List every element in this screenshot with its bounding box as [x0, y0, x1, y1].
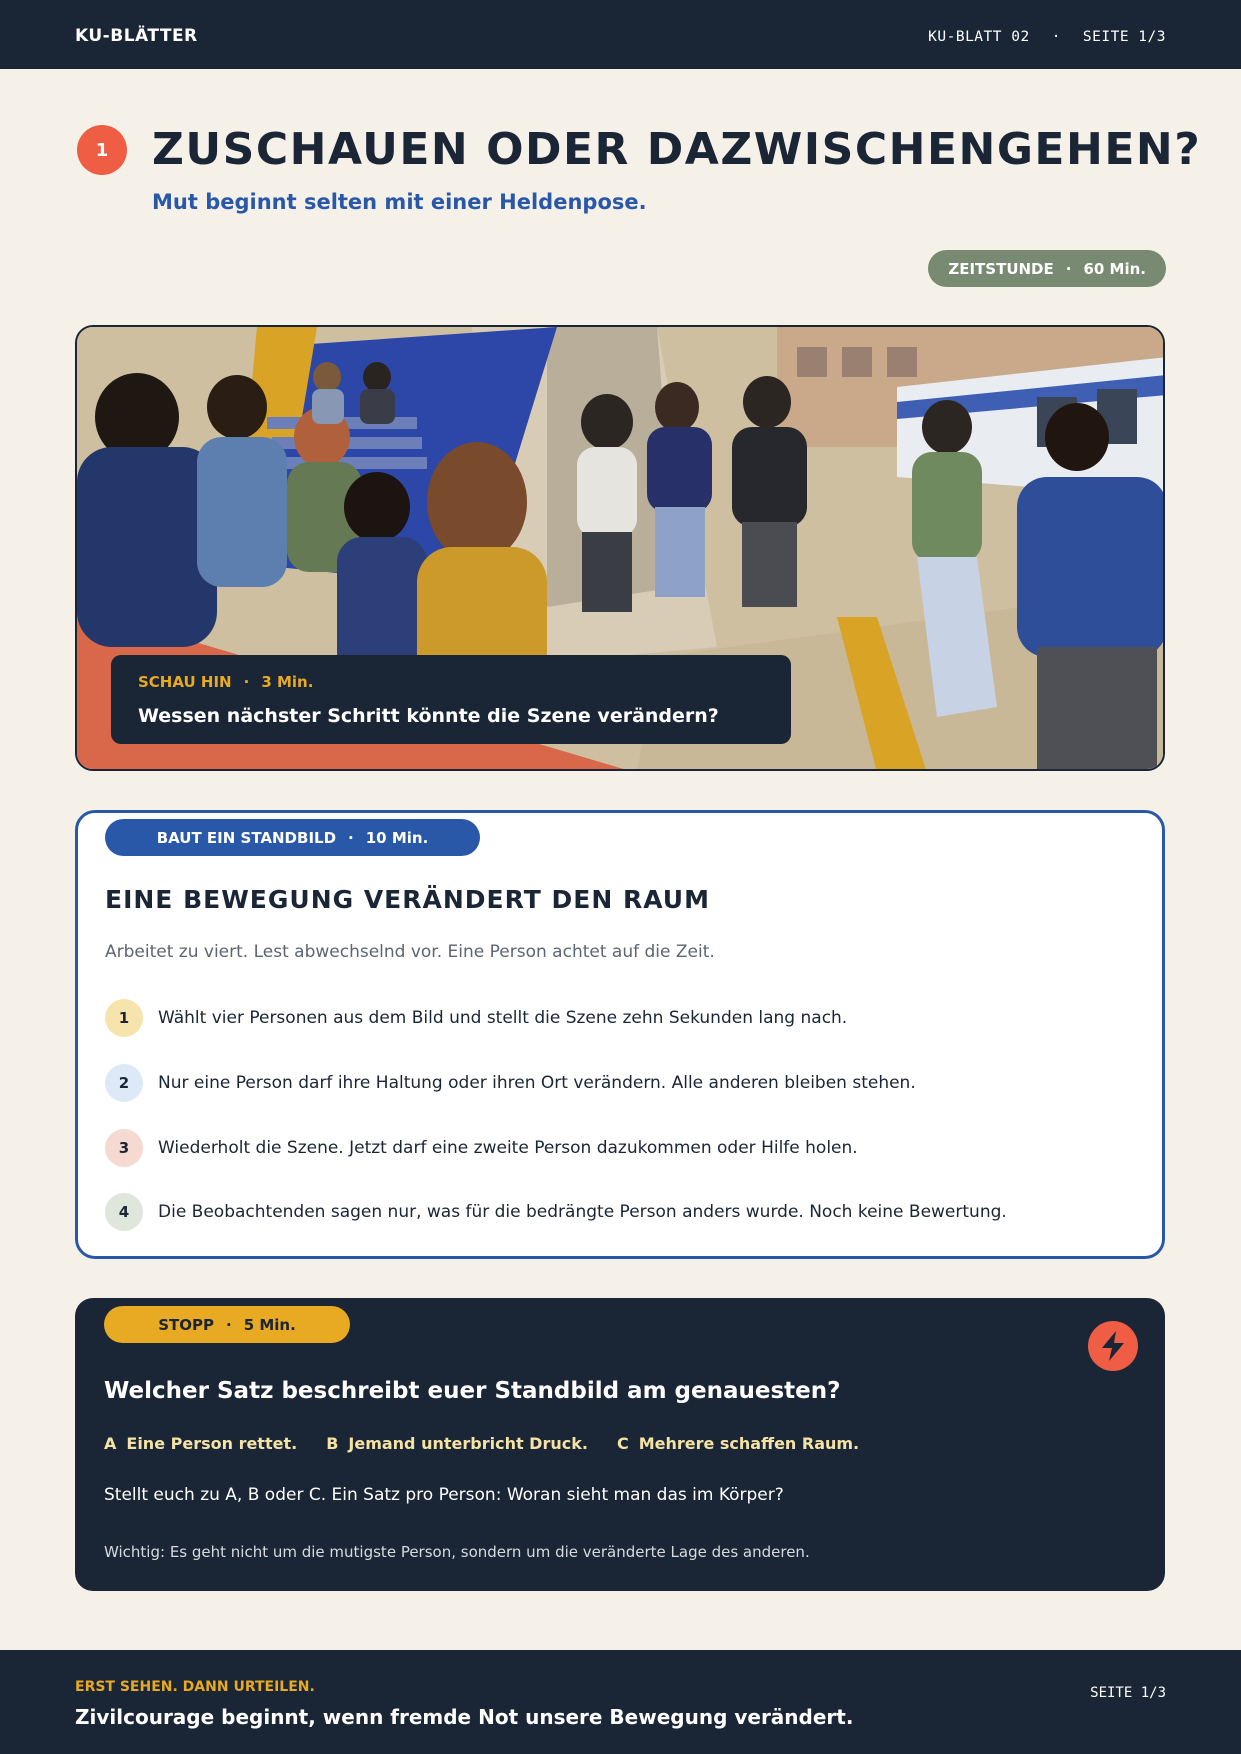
- separator: ·: [1065, 259, 1072, 278]
- sheet-number: KU-BLATT 02: [928, 29, 1030, 45]
- footer-kicker: ERST SEHEN. DANN URTEILEN.: [75, 1679, 315, 1695]
- page-header: [0, 0, 1241, 69]
- step-number-badge: 4: [105, 1193, 143, 1231]
- caption-label: SCHAU HIN · 3 Min.: [138, 673, 314, 691]
- duration-value: 60 Min.: [1083, 259, 1146, 278]
- step-text: Nur eine Person darf ihre Haltung oder ihren Ort verändern. Alle anderen bleiben stehen.: [158, 1073, 916, 1093]
- page-subtitle: Mut beginnt selten mit einer Heldenpose.: [152, 190, 647, 214]
- page-number: SEITE 1/3: [1082, 29, 1166, 45]
- duration-label: ZEITSTUNDE: [948, 259, 1054, 278]
- step-number-badge: 3: [105, 1129, 143, 1167]
- step-number-badge: 2: [105, 1064, 143, 1102]
- hero-caption-box: [111, 655, 791, 744]
- page-title: ZUSCHAUEN ODER DAZWISCHENGEHEN?: [152, 124, 1202, 175]
- hero-illustration: [75, 325, 1165, 771]
- option-b[interactable]: B Jemand unterbricht Druck.: [326, 1434, 588, 1453]
- task-step: [105, 999, 847, 1037]
- footer-statement: Zivilcourage beginnt, wenn fremde Not unsere Bewegung verändert.: [75, 1705, 854, 1729]
- task-step: [105, 1193, 1007, 1231]
- step-text: Wählt vier Personen aus dem Bild und stellt die Szene zehn Sekunden lang nach.: [158, 1008, 848, 1028]
- stop-instruction: Stellt euch zu A, B oder C. Ein Satz pro Person: Woran sieht man das im Körper?: [104, 1485, 784, 1505]
- task-intro: Arbeitet zu viert. Lest abwechselnd vor. Eine Person achtet auf die Zeit.: [105, 942, 715, 962]
- stop-question: Welcher Satz beschreibt euer Standbild am genauesten?: [104, 1378, 841, 1404]
- section-number-badge: 1: [77, 125, 127, 175]
- task-step: [105, 1064, 916, 1102]
- task-card: [75, 810, 1165, 1259]
- footer-page-number: SEITE 1/3: [1090, 1685, 1166, 1701]
- option-c[interactable]: C Mehrere schaffen Raum.: [616, 1434, 860, 1453]
- task-step: [105, 1129, 858, 1167]
- separator: ·: [1051, 29, 1061, 45]
- lesson-duration-badge: [928, 250, 1166, 287]
- stop-note: Wichtig: Es geht nicht um die mutigste Person, sondern um die veränderte Lage des anderen.: [104, 1543, 810, 1561]
- step-number-badge: 1: [105, 999, 143, 1037]
- task-title: EINE BEWEGUNG VERÄNDERT DEN RAUM: [105, 885, 710, 914]
- step-text: Wiederholt die Szene. Jetzt darf eine zweite Person dazukommen oder Hilfe holen.: [158, 1138, 858, 1158]
- header-meta: [928, 29, 1166, 45]
- stop-card: [75, 1298, 1165, 1591]
- lightning-icon: [1088, 1321, 1138, 1371]
- stop-label-pill: STOPP · 5 Min.: [104, 1306, 350, 1343]
- option-a[interactable]: A Eine Person rettet.: [104, 1434, 298, 1453]
- task-label-pill: BAUT EIN STANDBILD · 10 Min.: [105, 819, 480, 856]
- brand-name: KU-BLÄTTER: [75, 26, 198, 46]
- page-footer: [0, 1650, 1241, 1754]
- answer-options: [104, 1434, 888, 1453]
- caption-question: Wessen nächster Schritt könnte die Szene verändern?: [138, 705, 719, 727]
- step-text: Die Beobachtenden sagen nur, was für die bedrängte Person anders wurde. Noch keine Bewertung.: [158, 1202, 1007, 1222]
